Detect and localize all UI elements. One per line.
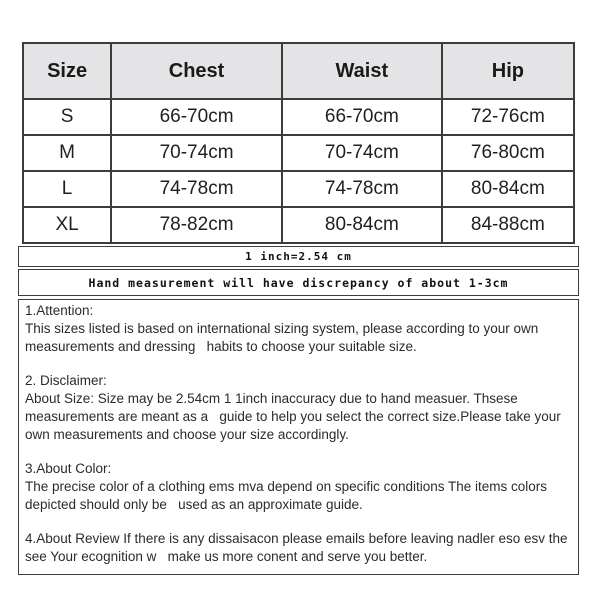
table-row-xl bbox=[23, 207, 574, 243]
cell-hip: 80-84cm bbox=[442, 171, 574, 207]
header-cell-size: Size bbox=[23, 43, 111, 99]
size-table bbox=[22, 42, 575, 244]
header-cell-chest: Chest bbox=[111, 43, 282, 99]
header-cell-hip: Hip bbox=[442, 43, 574, 99]
table-row-m bbox=[23, 135, 574, 171]
cell-hip: 76-80cm bbox=[442, 135, 574, 171]
cell-waist: 70-74cm bbox=[282, 135, 442, 171]
section-about-color bbox=[25, 460, 572, 514]
section-disclaimer bbox=[25, 372, 572, 444]
size-table-header bbox=[23, 43, 574, 99]
info-box bbox=[18, 299, 579, 575]
cell-hip: 84-88cm bbox=[442, 207, 574, 243]
cell-waist: 66-70cm bbox=[282, 99, 442, 135]
section-body: About Size: Size may be 2.54cm 1 1inch inaccuracy due to hand measuer. Thsese measurements are meant as a guide to help you select the correct size.Please take your own measurements and choose your size accordingly. bbox=[25, 391, 565, 442]
cell-chest: 74-78cm bbox=[111, 171, 282, 207]
size-table-body bbox=[23, 99, 574, 243]
cell-chest: 70-74cm bbox=[111, 135, 282, 171]
cell-size: S bbox=[23, 99, 111, 135]
section-body: 4.About Review If there is any dissaisacon please emails before leaving nadler eso esv the see Your ecognition w make us more conent and serve you better. bbox=[25, 531, 572, 564]
inch-conversion-note: 1 inch=2.54 cm bbox=[18, 246, 579, 267]
cell-size: M bbox=[23, 135, 111, 171]
header-cell-waist: Waist bbox=[282, 43, 442, 99]
section-heading: 1.Attention: bbox=[25, 303, 94, 318]
section-body: This sizes listed is based on international sizing system, please according to your own measurements and dressing habits to choose your suitable size. bbox=[25, 321, 543, 354]
section-body: The precise color of a clothing ems mva depend on specific conditions The items colors depicted should only be used as an approximate guide. bbox=[25, 479, 551, 512]
cell-waist: 80-84cm bbox=[282, 207, 442, 243]
section-attention bbox=[25, 302, 572, 356]
header-row bbox=[23, 43, 574, 99]
section-about-review bbox=[25, 530, 572, 566]
cell-size: XL bbox=[23, 207, 111, 243]
hand-measurement-note: Hand measurement will have discrepancy of about 1-3cm bbox=[18, 269, 579, 296]
cell-chest: 66-70cm bbox=[111, 99, 282, 135]
section-heading: 3.About Color: bbox=[25, 461, 112, 476]
table-row-l bbox=[23, 171, 574, 207]
section-heading: 2. Disclaimer: bbox=[25, 373, 107, 388]
table-row-s bbox=[23, 99, 574, 135]
cell-waist: 74-78cm bbox=[282, 171, 442, 207]
size-chart-sheet bbox=[18, 42, 579, 575]
cell-hip: 72-76cm bbox=[442, 99, 574, 135]
cell-size: L bbox=[23, 171, 111, 207]
cell-chest: 78-82cm bbox=[111, 207, 282, 243]
